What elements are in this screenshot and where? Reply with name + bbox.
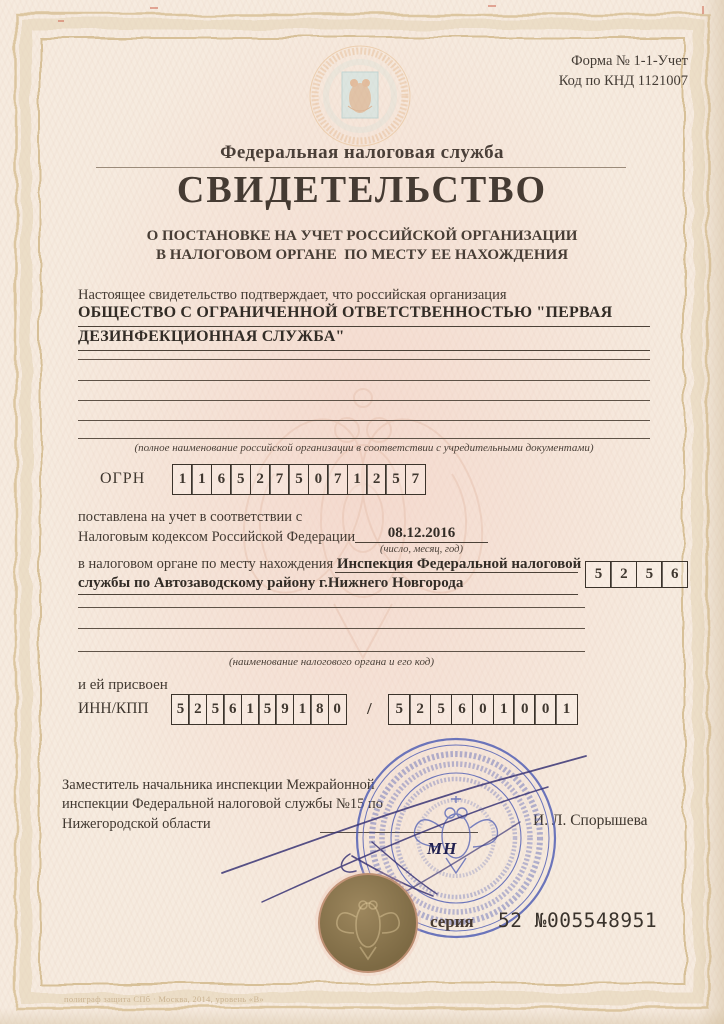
inn-digit: 8 [310, 694, 329, 725]
kpp-boxes [388, 694, 578, 725]
blank-line [78, 380, 650, 381]
inn-kpp-label: ИНН/КПП [78, 700, 149, 717]
corner-mark [488, 5, 496, 7]
corner-mark [150, 7, 158, 9]
tax-authority-caption: (наименование налогового органа и его код) [228, 656, 435, 668]
corner-mark [702, 6, 704, 14]
tax-authority-prefix: в налоговом органе по месту нахождения [78, 556, 337, 572]
authority-code-digit: 6 [661, 561, 688, 588]
official-title-text: Заместитель начальника инспекции Межрайонной инспекции Федеральной налоговой службы №15 по Нижегородской области [62, 777, 383, 832]
ogrn-label: ОГРН [100, 470, 146, 487]
corner-mark [58, 20, 64, 22]
agency-title: Федеральная налоговая служба [220, 142, 504, 163]
inn-digit: 2 [188, 694, 207, 725]
embossed-seal-icon [318, 873, 418, 973]
inn-kpp-slash: / [367, 699, 372, 718]
inn-digit: 5 [206, 694, 225, 725]
blank-line [78, 438, 650, 439]
fns-emblem-icon [304, 42, 416, 150]
date-caption: (число, месяц, год) [380, 544, 463, 555]
blank-line [78, 400, 650, 401]
registration-text-line2: Налоговым кодексом Российской Федерации [78, 529, 356, 545]
document-subtitle-line1: О ПОСТАНОВКЕ НА УЧЕТ РОССИЙСКОЙ ОРГАНИЗАЦИИ [146, 228, 578, 244]
tax-authority-name-line1: Инспекция Федеральной налоговой [336, 556, 582, 572]
inn-digit: 1 [241, 694, 260, 725]
ogrn-digit: 1 [347, 464, 368, 495]
registration-text-line1: поставлена на учет в соответствии с [78, 509, 303, 525]
assigned-text: и ей присвоен [78, 677, 168, 693]
inn-digit: 5 [171, 694, 190, 725]
ogrn-digit: 0 [308, 464, 329, 495]
org-name-caption: (полное наименование российской организации в соответствии с учредительными документами) [134, 442, 594, 454]
inn-digit: 6 [223, 694, 242, 725]
stamp-initials: МН [427, 839, 458, 858]
ogrn-digit: 1 [191, 464, 212, 495]
ogrn-digit: 6 [211, 464, 232, 495]
org-name-line1: ОБЩЕСТВО С ОГРАНИЧЕННОЙ ОТВЕТСТВЕННОСТЬЮ "ПЕРВАЯ [78, 304, 650, 327]
kpp-digit: 5 [430, 694, 453, 725]
intro-text: Настоящее свидетельство подтверждает, что российская организация [78, 287, 507, 303]
registration-date: 08.12.2016 [355, 525, 488, 543]
kpp-digit: 1 [493, 694, 516, 725]
ogrn-boxes [172, 464, 426, 495]
blank-line [78, 420, 650, 421]
authority-code-boxes [585, 561, 688, 588]
blank-line [78, 628, 585, 629]
kpp-digit: 1 [555, 694, 578, 725]
blank-line [78, 651, 585, 652]
form-number: Форма № 1-1-Учет [571, 53, 688, 69]
ogrn-digit: 1 [172, 464, 193, 495]
official-name: И. Л. Спорышева [533, 812, 648, 829]
printer-note: полиграф защита СПб · Москва, 2014, уровень «В» [64, 994, 264, 1004]
inn-digit: 1 [293, 694, 312, 725]
series-label: серия [430, 912, 474, 931]
tax-authority-name-line2: службы по Автозаводскому району г.Нижнего Новгорода [78, 575, 578, 595]
kpp-digit: 2 [409, 694, 432, 725]
ogrn-digit: 2 [250, 464, 271, 495]
tax-authority-line1 [78, 556, 581, 573]
kpp-digit: 6 [451, 694, 474, 725]
inn-boxes [171, 694, 347, 725]
paper-edge-shadow-bottom [0, 1008, 724, 1024]
series-value: 52 №005548951 [498, 909, 658, 932]
authority-underline [335, 572, 578, 573]
document-title: СВИДЕТЕЛЬСТВО [176, 169, 548, 211]
ogrn-digit: 7 [327, 464, 348, 495]
authority-code-digit: 5 [636, 561, 663, 588]
ogrn-digit: 5 [230, 464, 251, 495]
kpp-digit: 0 [472, 694, 495, 725]
blank-line [78, 359, 650, 360]
knd-code: Код по КНД 1121007 [558, 72, 688, 89]
authority-code-digit: 2 [610, 561, 637, 588]
inn-digit: 0 [328, 694, 347, 725]
ogrn-digit: 5 [288, 464, 309, 495]
document-subtitle-line2: В НАЛОГОВОМ ОРГАНЕ ПО МЕСТУ ЕЕ НАХОЖДЕНИЯ [155, 247, 569, 263]
blank-line [78, 607, 585, 608]
kpp-digit: 0 [513, 694, 536, 725]
inn-digit: 9 [275, 694, 294, 725]
inn-digit: 5 [258, 694, 277, 725]
kpp-digit: 5 [388, 694, 411, 725]
authority-code-digit: 5 [585, 561, 612, 588]
ogrn-digit: 7 [405, 464, 426, 495]
ogrn-digit: 2 [366, 464, 387, 495]
ogrn-digit: 7 [269, 464, 290, 495]
form-info-block [559, 52, 688, 91]
kpp-digit: 0 [534, 694, 557, 725]
org-name-line2: ДЕЗИНФЕКЦИОННАЯ СЛУЖБА" [78, 328, 650, 351]
ogrn-digit: 5 [385, 464, 406, 495]
